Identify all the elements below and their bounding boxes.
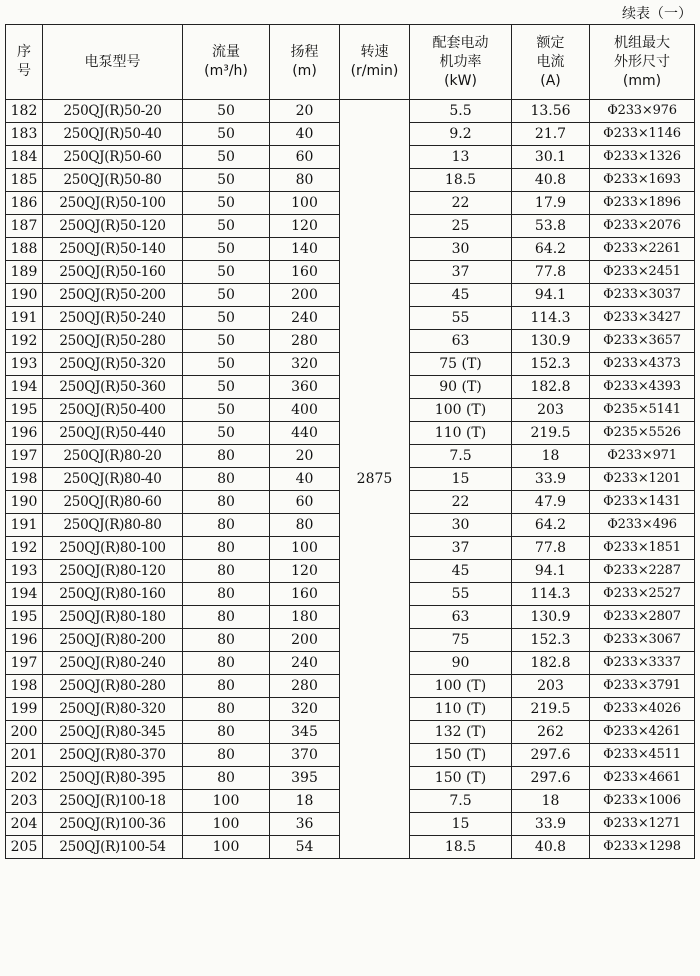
cell-flow: 50 (183, 100, 270, 123)
cell-flow: 80 (183, 514, 270, 537)
cell-no: 194 (6, 583, 43, 606)
cell-size: Φ233×1146 (590, 123, 695, 146)
cell-flow: 80 (183, 744, 270, 767)
cell-head: 200 (270, 629, 340, 652)
header-size (590, 25, 695, 100)
cell-model: 250QJ(R)50-60 (43, 146, 183, 169)
cell-size: Φ233×4511 (590, 744, 695, 767)
cell-size: Φ233×1326 (590, 146, 695, 169)
cell-flow: 80 (183, 445, 270, 468)
cell-size: Φ233×971 (590, 445, 695, 468)
cell-current: 53.8 (512, 215, 590, 238)
cell-no: 182 (6, 100, 43, 123)
cell-size: Φ233×1896 (590, 192, 695, 215)
cell-head: 395 (270, 767, 340, 790)
cell-flow: 80 (183, 468, 270, 491)
cell-power: 5.5 (410, 100, 512, 123)
cell-current: 94.1 (512, 284, 590, 307)
cell-size: Φ233×2261 (590, 238, 695, 261)
cell-no: 203 (6, 790, 43, 813)
cell-current: 262 (512, 721, 590, 744)
cell-power: 22 (410, 192, 512, 215)
cell-no: 196 (6, 629, 43, 652)
cell-head: 240 (270, 652, 340, 675)
header-speed-line1: 转速 (360, 44, 389, 60)
cell-current: 40.8 (512, 836, 590, 859)
table-row (6, 100, 695, 123)
cell-size: Φ233×3037 (590, 284, 695, 307)
cell-power: 55 (410, 583, 512, 606)
cell-size: Φ233×976 (590, 100, 695, 123)
header-speed-line2: (r/min) (350, 63, 399, 79)
cell-no: 192 (6, 330, 43, 353)
cell-power: 63 (410, 606, 512, 629)
cell-no: 191 (6, 514, 43, 537)
cell-head: 320 (270, 353, 340, 376)
cell-power: 100 (T) (410, 675, 512, 698)
cell-power: 18.5 (410, 836, 512, 859)
cell-head: 36 (270, 813, 340, 836)
cell-size: Φ235×5526 (590, 422, 695, 445)
cell-no: 194 (6, 376, 43, 399)
cell-flow: 80 (183, 675, 270, 698)
cell-current: 182.8 (512, 652, 590, 675)
cell-size: Φ233×3427 (590, 307, 695, 330)
cell-flow: 100 (183, 813, 270, 836)
cell-model: 250QJ(R)100-18 (43, 790, 183, 813)
header-power-line1: 配套电动 (432, 34, 489, 51)
cell-flow: 50 (183, 192, 270, 215)
cell-flow: 80 (183, 721, 270, 744)
cell-current: 33.9 (512, 813, 590, 836)
cell-head: 280 (270, 675, 340, 698)
cell-model: 250QJ(R)80-180 (43, 606, 183, 629)
cell-flow: 80 (183, 537, 270, 560)
cell-no: 204 (6, 813, 43, 836)
cell-power: 75 (410, 629, 512, 652)
table-caption: 续表（一） (622, 6, 692, 22)
cell-head: 440 (270, 422, 340, 445)
cell-model: 250QJ(R)80-370 (43, 744, 183, 767)
header-row (6, 25, 695, 100)
cell-size: Φ233×1298 (590, 836, 695, 859)
cell-head: 54 (270, 836, 340, 859)
cell-model: 250QJ(R)50-200 (43, 284, 183, 307)
cell-flow: 80 (183, 652, 270, 675)
cell-current: 114.3 (512, 307, 590, 330)
header-current-line1: 额定 (536, 34, 565, 51)
pump-spec-table (5, 24, 695, 859)
cell-size: Φ233×3657 (590, 330, 695, 353)
cell-power: 63 (410, 330, 512, 353)
cell-no: 202 (6, 767, 43, 790)
cell-model: 250QJ(R)50-400 (43, 399, 183, 422)
cell-power: 90 (T) (410, 376, 512, 399)
cell-current: 21.7 (512, 123, 590, 146)
cell-current: 130.9 (512, 606, 590, 629)
cell-model: 250QJ(R)80-160 (43, 583, 183, 606)
cell-head: 60 (270, 146, 340, 169)
cell-model: 250QJ(R)80-200 (43, 629, 183, 652)
cell-head: 100 (270, 192, 340, 215)
cell-power: 55 (410, 307, 512, 330)
cell-model: 250QJ(R)50-240 (43, 307, 183, 330)
cell-power: 110 (T) (410, 422, 512, 445)
cell-no: 195 (6, 399, 43, 422)
cell-power: 37 (410, 261, 512, 284)
cell-model: 250QJ(R)50-100 (43, 192, 183, 215)
cell-model: 250QJ(R)50-320 (43, 353, 183, 376)
cell-head: 360 (270, 376, 340, 399)
cell-head: 40 (270, 468, 340, 491)
cell-power: 25 (410, 215, 512, 238)
cell-size: Φ233×1271 (590, 813, 695, 836)
cell-current: 219.5 (512, 698, 590, 721)
cell-power: 30 (410, 514, 512, 537)
header-model (43, 25, 183, 100)
cell-power: 100 (T) (410, 399, 512, 422)
cell-model: 250QJ(R)50-280 (43, 330, 183, 353)
cell-flow: 50 (183, 146, 270, 169)
cell-speed: 2875 (340, 100, 410, 859)
cell-size: Φ233×4026 (590, 698, 695, 721)
cell-flow: 50 (183, 215, 270, 238)
header-power-line3: (kW) (444, 72, 477, 89)
cell-power: 30 (410, 238, 512, 261)
cell-no: 188 (6, 238, 43, 261)
cell-power: 15 (410, 813, 512, 836)
cell-current: 77.8 (512, 537, 590, 560)
header-flow-line2: (m³/h) (204, 63, 248, 79)
cell-power: 45 (410, 560, 512, 583)
cell-flow: 80 (183, 583, 270, 606)
cell-head: 120 (270, 560, 340, 583)
header-power (410, 25, 512, 100)
cell-size: Φ233×1006 (590, 790, 695, 813)
cell-head: 60 (270, 491, 340, 514)
cell-head: 80 (270, 514, 340, 537)
cell-flow: 50 (183, 284, 270, 307)
cell-flow: 50 (183, 123, 270, 146)
cell-current: 152.3 (512, 353, 590, 376)
cell-no: 185 (6, 169, 43, 192)
cell-power: 15 (410, 468, 512, 491)
cell-current: 17.9 (512, 192, 590, 215)
cell-current: 130.9 (512, 330, 590, 353)
cell-size: Φ235×5141 (590, 399, 695, 422)
header-no (6, 25, 43, 100)
cell-head: 100 (270, 537, 340, 560)
cell-power: 132 (T) (410, 721, 512, 744)
cell-model: 250QJ(R)50-40 (43, 123, 183, 146)
cell-current: 47.9 (512, 491, 590, 514)
cell-current: 114.3 (512, 583, 590, 606)
cell-size: Φ233×3337 (590, 652, 695, 675)
cell-no: 196 (6, 422, 43, 445)
cell-model: 250QJ(R)80-20 (43, 445, 183, 468)
cell-flow: 50 (183, 330, 270, 353)
header-size-line3: (mm) (622, 72, 662, 89)
cell-head: 20 (270, 100, 340, 123)
header-speed (340, 25, 410, 100)
cell-head: 180 (270, 606, 340, 629)
cell-head: 370 (270, 744, 340, 767)
cell-size: Φ233×496 (590, 514, 695, 537)
cell-head: 320 (270, 698, 340, 721)
cell-current: 219.5 (512, 422, 590, 445)
cell-model: 250QJ(R)80-345 (43, 721, 183, 744)
cell-size: Φ233×4661 (590, 767, 695, 790)
cell-power: 18.5 (410, 169, 512, 192)
cell-size: Φ233×2527 (590, 583, 695, 606)
cell-no: 190 (6, 491, 43, 514)
cell-no: 192 (6, 537, 43, 560)
cell-model: 250QJ(R)80-60 (43, 491, 183, 514)
cell-power: 90 (410, 652, 512, 675)
cell-size: Φ233×4373 (590, 353, 695, 376)
cell-model: 250QJ(R)80-100 (43, 537, 183, 560)
header-current-line3: (A) (540, 72, 561, 89)
cell-no: 193 (6, 560, 43, 583)
cell-size: Φ233×3791 (590, 675, 695, 698)
cell-size: Φ233×2287 (590, 560, 695, 583)
header-model-line1: 电泵型号 (84, 53, 141, 70)
cell-flow: 50 (183, 169, 270, 192)
cell-flow: 50 (183, 261, 270, 284)
cell-current: 182.8 (512, 376, 590, 399)
cell-current: 40.8 (512, 169, 590, 192)
cell-no: 189 (6, 261, 43, 284)
cell-model: 250QJ(R)80-240 (43, 652, 183, 675)
header-current-line2: 电流 (536, 53, 565, 70)
cell-head: 160 (270, 583, 340, 606)
header-flow-line1: 流量 (212, 44, 240, 60)
cell-flow: 100 (183, 790, 270, 813)
cell-model: 250QJ(R)50-140 (43, 238, 183, 261)
cell-power: 7.5 (410, 790, 512, 813)
cell-power: 110 (T) (410, 698, 512, 721)
cell-flow: 80 (183, 606, 270, 629)
cell-flow: 80 (183, 560, 270, 583)
cell-head: 18 (270, 790, 340, 813)
cell-size: Φ233×2807 (590, 606, 695, 629)
cell-power: 9.2 (410, 123, 512, 146)
cell-no: 186 (6, 192, 43, 215)
cell-no: 190 (6, 284, 43, 307)
cell-size: Φ233×1201 (590, 468, 695, 491)
cell-no: 200 (6, 721, 43, 744)
cell-current: 33.9 (512, 468, 590, 491)
header-no-line1: 序 (17, 44, 31, 60)
header-size-line1: 机组最大 (614, 34, 670, 51)
cell-power: 22 (410, 491, 512, 514)
cell-current: 297.6 (512, 744, 590, 767)
cell-flow: 100 (183, 836, 270, 859)
cell-no: 205 (6, 836, 43, 859)
header-head-line2: (m) (292, 63, 317, 79)
cell-model: 250QJ(R)100-54 (43, 836, 183, 859)
cell-size: Φ233×2451 (590, 261, 695, 284)
cell-flow: 80 (183, 698, 270, 721)
cell-model: 250QJ(R)50-360 (43, 376, 183, 399)
cell-head: 80 (270, 169, 340, 192)
cell-model: 250QJ(R)50-20 (43, 100, 183, 123)
cell-no: 198 (6, 468, 43, 491)
cell-model: 250QJ(R)50-80 (43, 169, 183, 192)
cell-power: 45 (410, 284, 512, 307)
cell-model: 250QJ(R)80-80 (43, 514, 183, 537)
header-no-line2: 号 (17, 63, 31, 79)
table-body (6, 100, 695, 859)
cell-flow: 80 (183, 491, 270, 514)
header-size-line2: 外形尺寸 (614, 53, 670, 70)
cell-head: 345 (270, 721, 340, 744)
cell-power: 13 (410, 146, 512, 169)
header-current (512, 25, 590, 100)
cell-flow: 80 (183, 629, 270, 652)
cell-current: 152.3 (512, 629, 590, 652)
cell-current: 30.1 (512, 146, 590, 169)
cell-head: 20 (270, 445, 340, 468)
cell-flow: 50 (183, 422, 270, 445)
cell-size: Φ233×2076 (590, 215, 695, 238)
cell-size: Φ233×1431 (590, 491, 695, 514)
header-power-line2: 机功率 (439, 53, 482, 70)
cell-no: 199 (6, 698, 43, 721)
cell-head: 200 (270, 284, 340, 307)
cell-flow: 50 (183, 353, 270, 376)
header-head-line1: 扬程 (290, 44, 319, 60)
cell-power: 37 (410, 537, 512, 560)
cell-model: 250QJ(R)80-280 (43, 675, 183, 698)
cell-no: 201 (6, 744, 43, 767)
cell-model: 250QJ(R)80-40 (43, 468, 183, 491)
cell-current: 94.1 (512, 560, 590, 583)
cell-no: 195 (6, 606, 43, 629)
cell-model: 250QJ(R)80-120 (43, 560, 183, 583)
cell-no: 184 (6, 146, 43, 169)
cell-no: 191 (6, 307, 43, 330)
cell-head: 160 (270, 261, 340, 284)
cell-model: 250QJ(R)80-395 (43, 767, 183, 790)
cell-size: Φ233×1851 (590, 537, 695, 560)
cell-head: 240 (270, 307, 340, 330)
cell-flow: 50 (183, 399, 270, 422)
cell-no: 197 (6, 652, 43, 675)
cell-head: 400 (270, 399, 340, 422)
cell-model: 250QJ(R)100-36 (43, 813, 183, 836)
cell-current: 13.56 (512, 100, 590, 123)
cell-power: 150 (T) (410, 767, 512, 790)
cell-model: 250QJ(R)80-320 (43, 698, 183, 721)
cell-power: 150 (T) (410, 744, 512, 767)
cell-current: 297.6 (512, 767, 590, 790)
cell-no: 193 (6, 353, 43, 376)
cell-size: Φ233×1693 (590, 169, 695, 192)
cell-head: 40 (270, 123, 340, 146)
cell-size: Φ233×4393 (590, 376, 695, 399)
cell-head: 280 (270, 330, 340, 353)
cell-flow: 50 (183, 307, 270, 330)
cell-no: 197 (6, 445, 43, 468)
cell-model: 250QJ(R)50-120 (43, 215, 183, 238)
cell-no: 198 (6, 675, 43, 698)
cell-size: Φ233×4261 (590, 721, 695, 744)
cell-size: Φ233×3067 (590, 629, 695, 652)
cell-current: 203 (512, 399, 590, 422)
cell-current: 64.2 (512, 514, 590, 537)
header-flow (183, 25, 270, 100)
cell-current: 203 (512, 675, 590, 698)
cell-power: 75 (T) (410, 353, 512, 376)
cell-current: 18 (512, 445, 590, 468)
cell-power: 7.5 (410, 445, 512, 468)
cell-flow: 50 (183, 376, 270, 399)
cell-model: 250QJ(R)50-440 (43, 422, 183, 445)
cell-flow: 80 (183, 767, 270, 790)
cell-flow: 50 (183, 238, 270, 261)
header-head (270, 25, 340, 100)
cell-head: 120 (270, 215, 340, 238)
cell-no: 183 (6, 123, 43, 146)
cell-current: 64.2 (512, 238, 590, 261)
cell-current: 18 (512, 790, 590, 813)
cell-no: 187 (6, 215, 43, 238)
cell-model: 250QJ(R)50-160 (43, 261, 183, 284)
cell-head: 140 (270, 238, 340, 261)
cell-current: 77.8 (512, 261, 590, 284)
